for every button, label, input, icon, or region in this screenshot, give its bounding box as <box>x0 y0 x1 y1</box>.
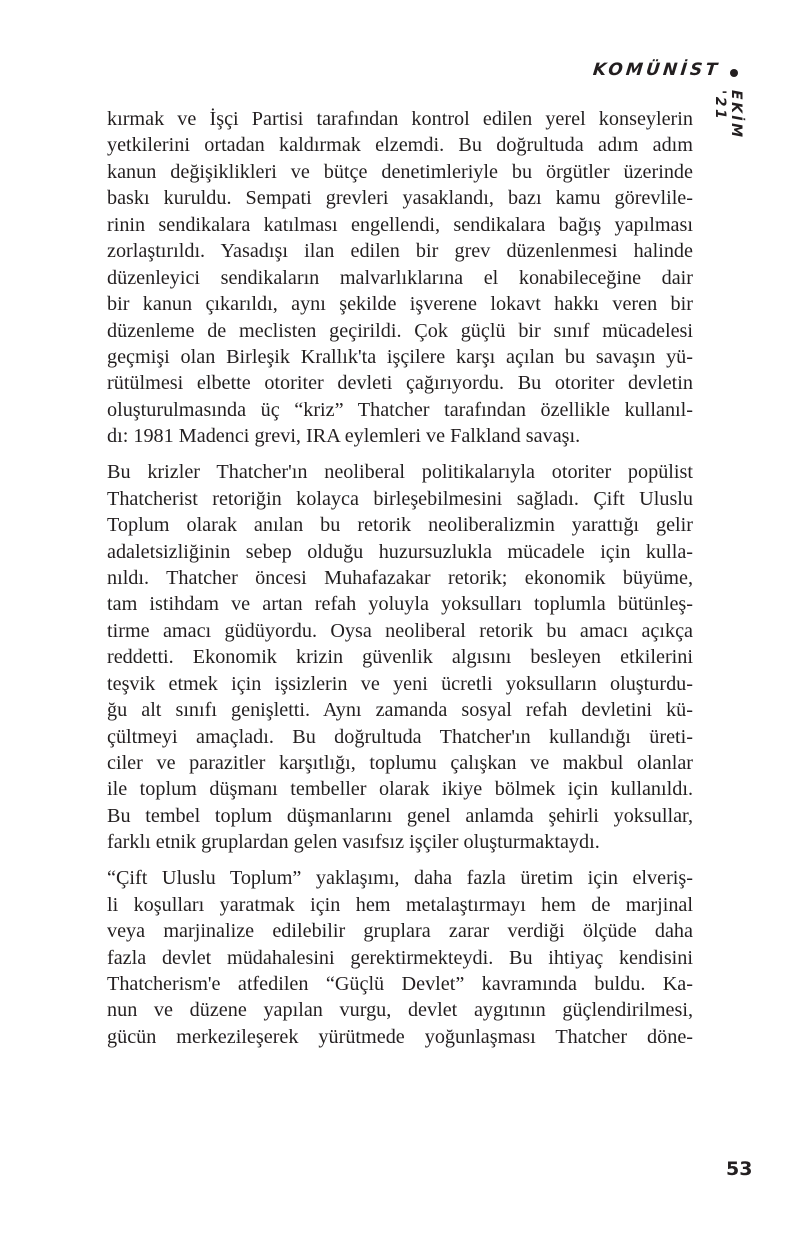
running-head-title: KOMÜNİST <box>591 60 722 80</box>
text-line: düzenleme de meclisten geçirildi. Çok güçlü bir sınıf mücadelesi <box>107 319 693 342</box>
text-line: kırmak ve İşçi Partisi tarafından kontrol edilen yerel konseylerin <box>107 108 693 130</box>
text-line: ciler ve parazitler karşıtlığı, toplumu çalışkan ve makbul olanlar <box>107 752 693 774</box>
text-line: Bu tembel toplum düşmanlarını genel anlamda şehirli yoksullar, <box>107 804 693 827</box>
text-line: dı: 1981 Madenci grevi, IRA eylemleri ve Falkland savaşı. <box>107 425 581 448</box>
text-line: ğu alt sınıfı genişletti. Aynı zamanda sosyal refah devletini kü- <box>107 699 693 722</box>
paragraph-2 <box>107 459 693 856</box>
text-line: Toplum olarak anılan bu retorik neoliberalizmin yarattığı gelir <box>107 514 693 537</box>
text-line: düzenleyici sendikaların malvarlıklarına el konabileceğine dair <box>107 266 693 289</box>
text-line: nıldı. Thatcher öncesi Muhafazakar retorik; ekonomik büyüme, <box>107 566 693 589</box>
text-line: farklı etnik gruplardan gelen vasıfsız işçiler oluşturmaktaydı. <box>107 831 600 854</box>
article-body <box>107 106 693 1060</box>
text-line: çültmeyi amaçladı. Bu doğrultuda Thatcher'ın kullandığı üreti- <box>107 725 693 748</box>
text-line: rinin sendikalara katılması engellendi, sendikalara bağış yapılması <box>107 213 693 236</box>
text-line: Bu krizler Thatcher'ın neoliberal politikalarıyla otoriter popülist <box>107 461 693 484</box>
text-line: veya marjinalize edilebilir gruplara zarar verdiği ölçüde daha <box>107 920 693 943</box>
text-line: kanun değişiklikleri ve bütçe denetimleriyle bu örgütler üzerinde <box>107 160 693 183</box>
text-line: “Çift Uluslu Toplum” yaklaşımı, daha fazla üretim için elveriş- <box>107 867 693 890</box>
text-line: fazla devlet müdahalesini gerektirmekteydi. Bu ihtiyaç kendisini <box>107 946 693 969</box>
text-line: zorlaştırıldı. Yasadışı ilan edilen bir grev düzenlenmesi halinde <box>107 240 693 263</box>
text-line: adaletsizliğinin sebep olduğu huzursuzlukla mücadele için kulla- <box>107 540 693 563</box>
paragraph-3 <box>107 865 693 1050</box>
issue-date-vertical: EKİM '21 <box>712 90 744 140</box>
text-line: Thatcherist retoriğin kolayca birleşebilmesini sağladı. Çift Uluslu <box>107 487 693 510</box>
text-line: gücün merkezileşerek yürütmede yoğunlaşması Thatcher döne- <box>107 1025 693 1048</box>
text-line: Thatcherism'e atfedilen “Güçlü Devlet” kavramında buldu. Ka- <box>107 973 693 995</box>
text-line: nun ve düzene yapılan vurgu, devlet aygıtının güçlendirilmesi, <box>107 999 693 1022</box>
text-line: teşvik etmek için işsizlerin ve yeni ücretli yoksulların oluşturdu- <box>107 672 693 695</box>
text-line: bir kanun çıkarıldı, aynı şekilde işverene lokavt hakkı veren bir <box>107 293 693 316</box>
text-line: li koşulları yaratmak için hem metalaştırmayı hem de marjinal <box>107 893 693 916</box>
text-line: geçmişi olan Birleşik Krallık'ta işçilere karşı açılan bu savaşın yü- <box>107 345 693 368</box>
paragraph-1 <box>107 106 693 450</box>
text-line: rütülmesi elbette otoriter devleti çağırıyordu. Bu otoriter devletin <box>107 372 693 395</box>
text-line: yetkilerini ortadan kaldırmak elzemdi. Bu doğrultuda adım adım <box>107 134 693 157</box>
text-line: tirme amacı güdüyordu. Oysa neoliberal retorik bu amacı açıkça <box>107 619 693 642</box>
text-line: reddetti. Ekonomik krizin güvenlik algısını besleyen etkilerini <box>107 646 693 669</box>
bullet-icon <box>730 69 738 77</box>
text-line: baskı kuruldu. Sempati grevleri yasaklandı, bazı kamu görevlile- <box>107 187 693 210</box>
text-line: tam istihdam ve artan refah yoluyla yoksulları toplumla bütünleş- <box>107 593 693 616</box>
page-number: 53 <box>726 1158 753 1180</box>
text-line: ile toplum düşmanı tembeller olarak ikiye bölmek için kullanıldı. <box>107 778 693 801</box>
text-line: oluşturulmasında üç “kriz” Thatcher tarafından özellikle kullanıl- <box>107 398 693 421</box>
